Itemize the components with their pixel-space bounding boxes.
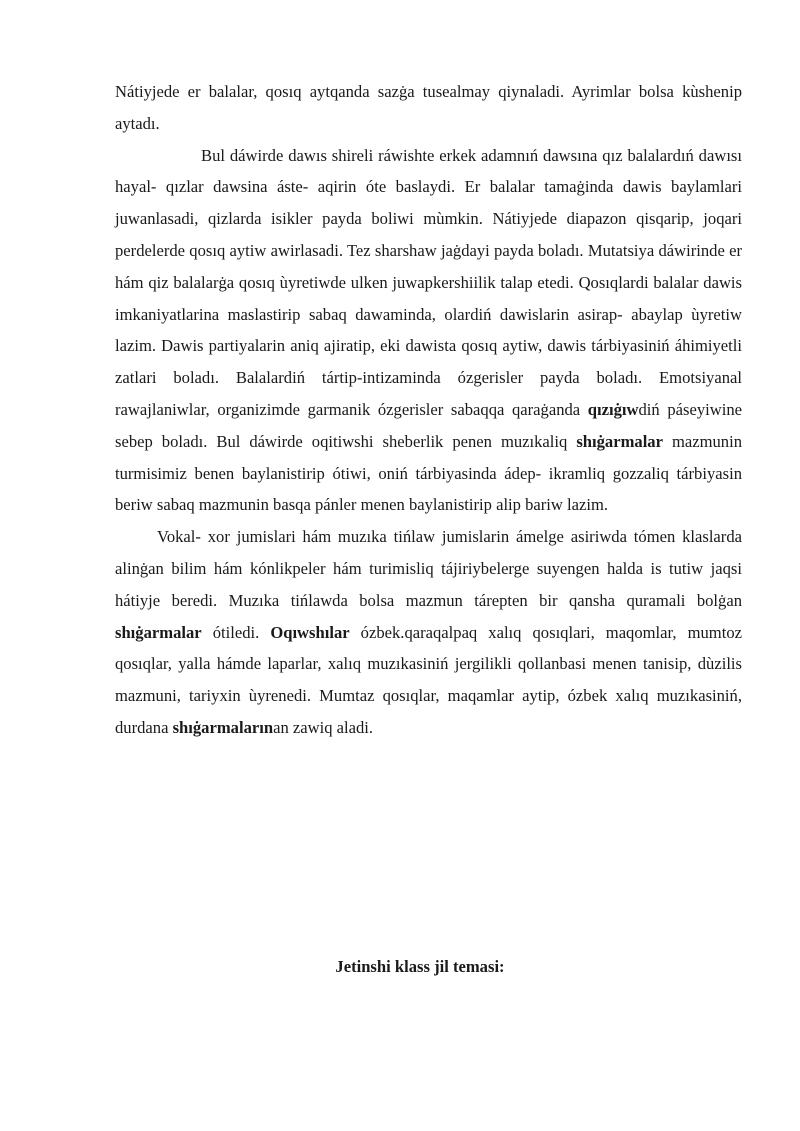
text-run: ózbek.qaraqalpaq xalıq qosıqlari, maqomlar, mumtoz qosıqlar, yalla hámde laparlar, xalıq muzıkasiniń jergilikli qollanbasi menen tanisip, dùzilis mazmuni, tariyxin ùyrenedi. Mumtaz qosıqlar, maqamlar aytip, ózbek xalıq muzıkasiniń, durdana: [115, 622, 742, 737]
paragraph: [115, 140, 742, 522]
bold-term: shıġarmalar: [115, 622, 202, 642]
text-run: mazmunin turmisimiz benen baylanistirip ótiwi, oniń tárbiyasinda ádep- ikramliq gozzaliq tárbiyasin beriw sabaq mazmunin basqa pánler menen baylanistirip alip bariw lazim.: [115, 431, 743, 515]
text-run: an zawiq aladi.: [273, 717, 374, 737]
section-heading: Jetinshi klass jil temasi:: [335, 957, 505, 976]
text-run: ótiledi.: [201, 622, 271, 642]
bold-term: Oqıwshılar: [270, 622, 350, 642]
bold-term: qızıġıw: [587, 399, 639, 419]
paragraph: [115, 521, 742, 744]
bold-term: shıġarmaların: [172, 717, 274, 737]
text-run: diń páseyiwine sebep boladı. Bul dáwirde oqitiwshi sheberlik penen muzıkaliq: [115, 399, 742, 451]
text-run: Nátiyjede er balalar, qosıq aytqanda sazġa tusealmay qiynaladi. Ayrimlar bolsa kùshenip aytadı.: [115, 82, 742, 133]
text-run: Bul dáwirde dawıs shireli ráwishte erkek adamnıń dawsına qız balalardıń dawısı hayal- qızlar dawsina áste- aqirin óte baslaydi. Er balalar tamaġinda dawis baylamlari juwanlasadi, qizlarda isikler payda boliwi mùmkin. Nátiyjede diapazon qisqarip, joqari perdelerde qosıq aytiw awirlasadi. Tez sharshaw jaġdayi payda boladı. Mutatsiya dáwirinde er hám qiz balalarġa qosıq ùyretiwde ulken juwapkershiilik talap etedi. Qosıqlardi balalar dawis imkaniyatlarina maslastirip sabaq dawaminda, olardiń dawislarin asirap- abaylap ùyretiw lazim. Dawis partiyalarin aniq ajiratip, eki dawista qosıq aytiw, dawis tárbiyasiniń áhimiyetli zatlari boladı. Balalardiń tártip-intizaminda ózgerisler payda boladı. Emotsiyanal rawajlaniwlar, organizimde garmanik ózgerisler sabaqqa qaraġanda: [115, 145, 742, 419]
text-run: Vokal- xor jumislari hám muzıka tińlaw jumislarin ámelge asiriwda tómen klaslarda alinġan bilim hám kónlikpeler hám turimisliq tájiriybelerge suyengen halda is tutiw jaqsi hátiyje beredi. Muzıka tińlawda bolsa mazmun tárepten bir qansha quramali bolġan: [115, 527, 742, 610]
bold-term: shıġarmalar: [576, 431, 663, 451]
body-text: [115, 76, 742, 744]
paragraph: [115, 76, 742, 140]
